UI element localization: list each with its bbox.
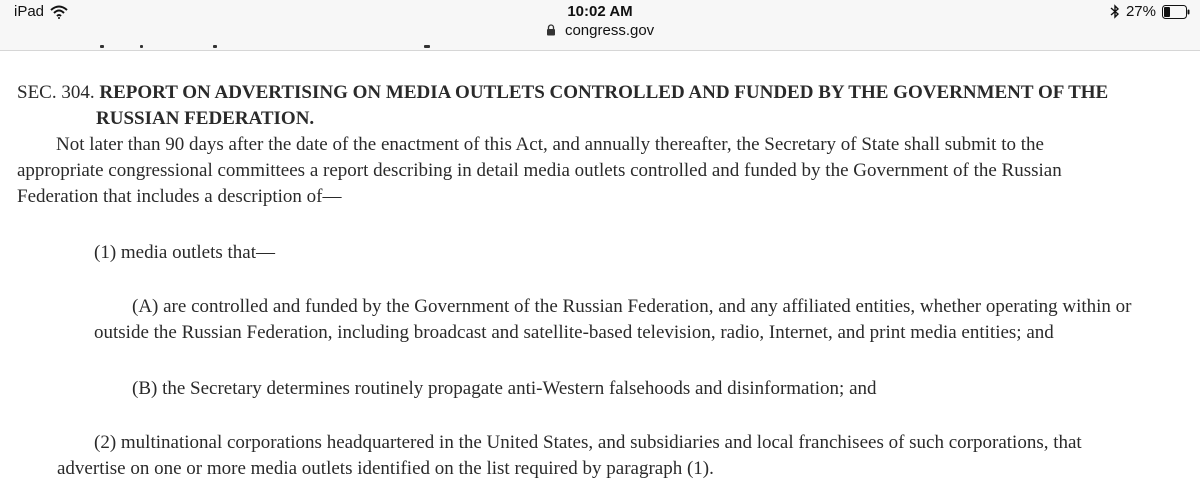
safari-top-bar [0,0,1200,51]
device-name: iPad [14,3,45,20]
scrolled-text-remnant [0,42,1200,50]
section-title-line2: RUSSIAN FEDERATION. [96,108,315,129]
paragraph-2: (2) multinational corporations headquartered in the United States, and subsidiaries and local franchisees of such corporations, that advertise on one or more media outlets identified on the list required by paragraph (1). [57,432,1082,479]
subparagraph-a: (A) are controlled and funded by the Government of the Russian Federation, and any affiliated entities, whether operating within or outside the Russian Federation, including broadcast and satellite-based television, radio, Internet, and print media entities; and [94,296,1132,343]
subparagraph-b: (B) the Secretary determines routinely propagate anti-Western falsehoods and disinformation; and [132,378,877,399]
battery-icon [1162,5,1190,19]
section-number: SEC. 304. [17,82,95,103]
paragraph-1: (1) media outlets that— [94,242,275,263]
status-time: 10:02 AM [567,3,633,20]
intro-paragraph: Not later than 90 days after the date of the enactment of this Act, and annually thereafter, the Secretary of State shall submit to the appropriate congressional committees a report describing in detail media outlets controlled and funded by the Government of the Russian Federation that includes a description of— [17,134,1062,207]
section-heading [17,80,1177,106]
battery-percent: 27% [1125,3,1156,20]
bluetooth-icon [1110,4,1120,19]
url-text: congress.gov [564,22,655,39]
address-bar[interactable] [0,22,1200,39]
status-right [1110,3,1190,20]
section-title-line1: REPORT ON ADVERTISING ON MEDIA OUTLETS CONTROLLED AND FUNDED BY THE GOVERNMENT OF THE [99,82,1109,103]
lock-icon [546,24,556,36]
